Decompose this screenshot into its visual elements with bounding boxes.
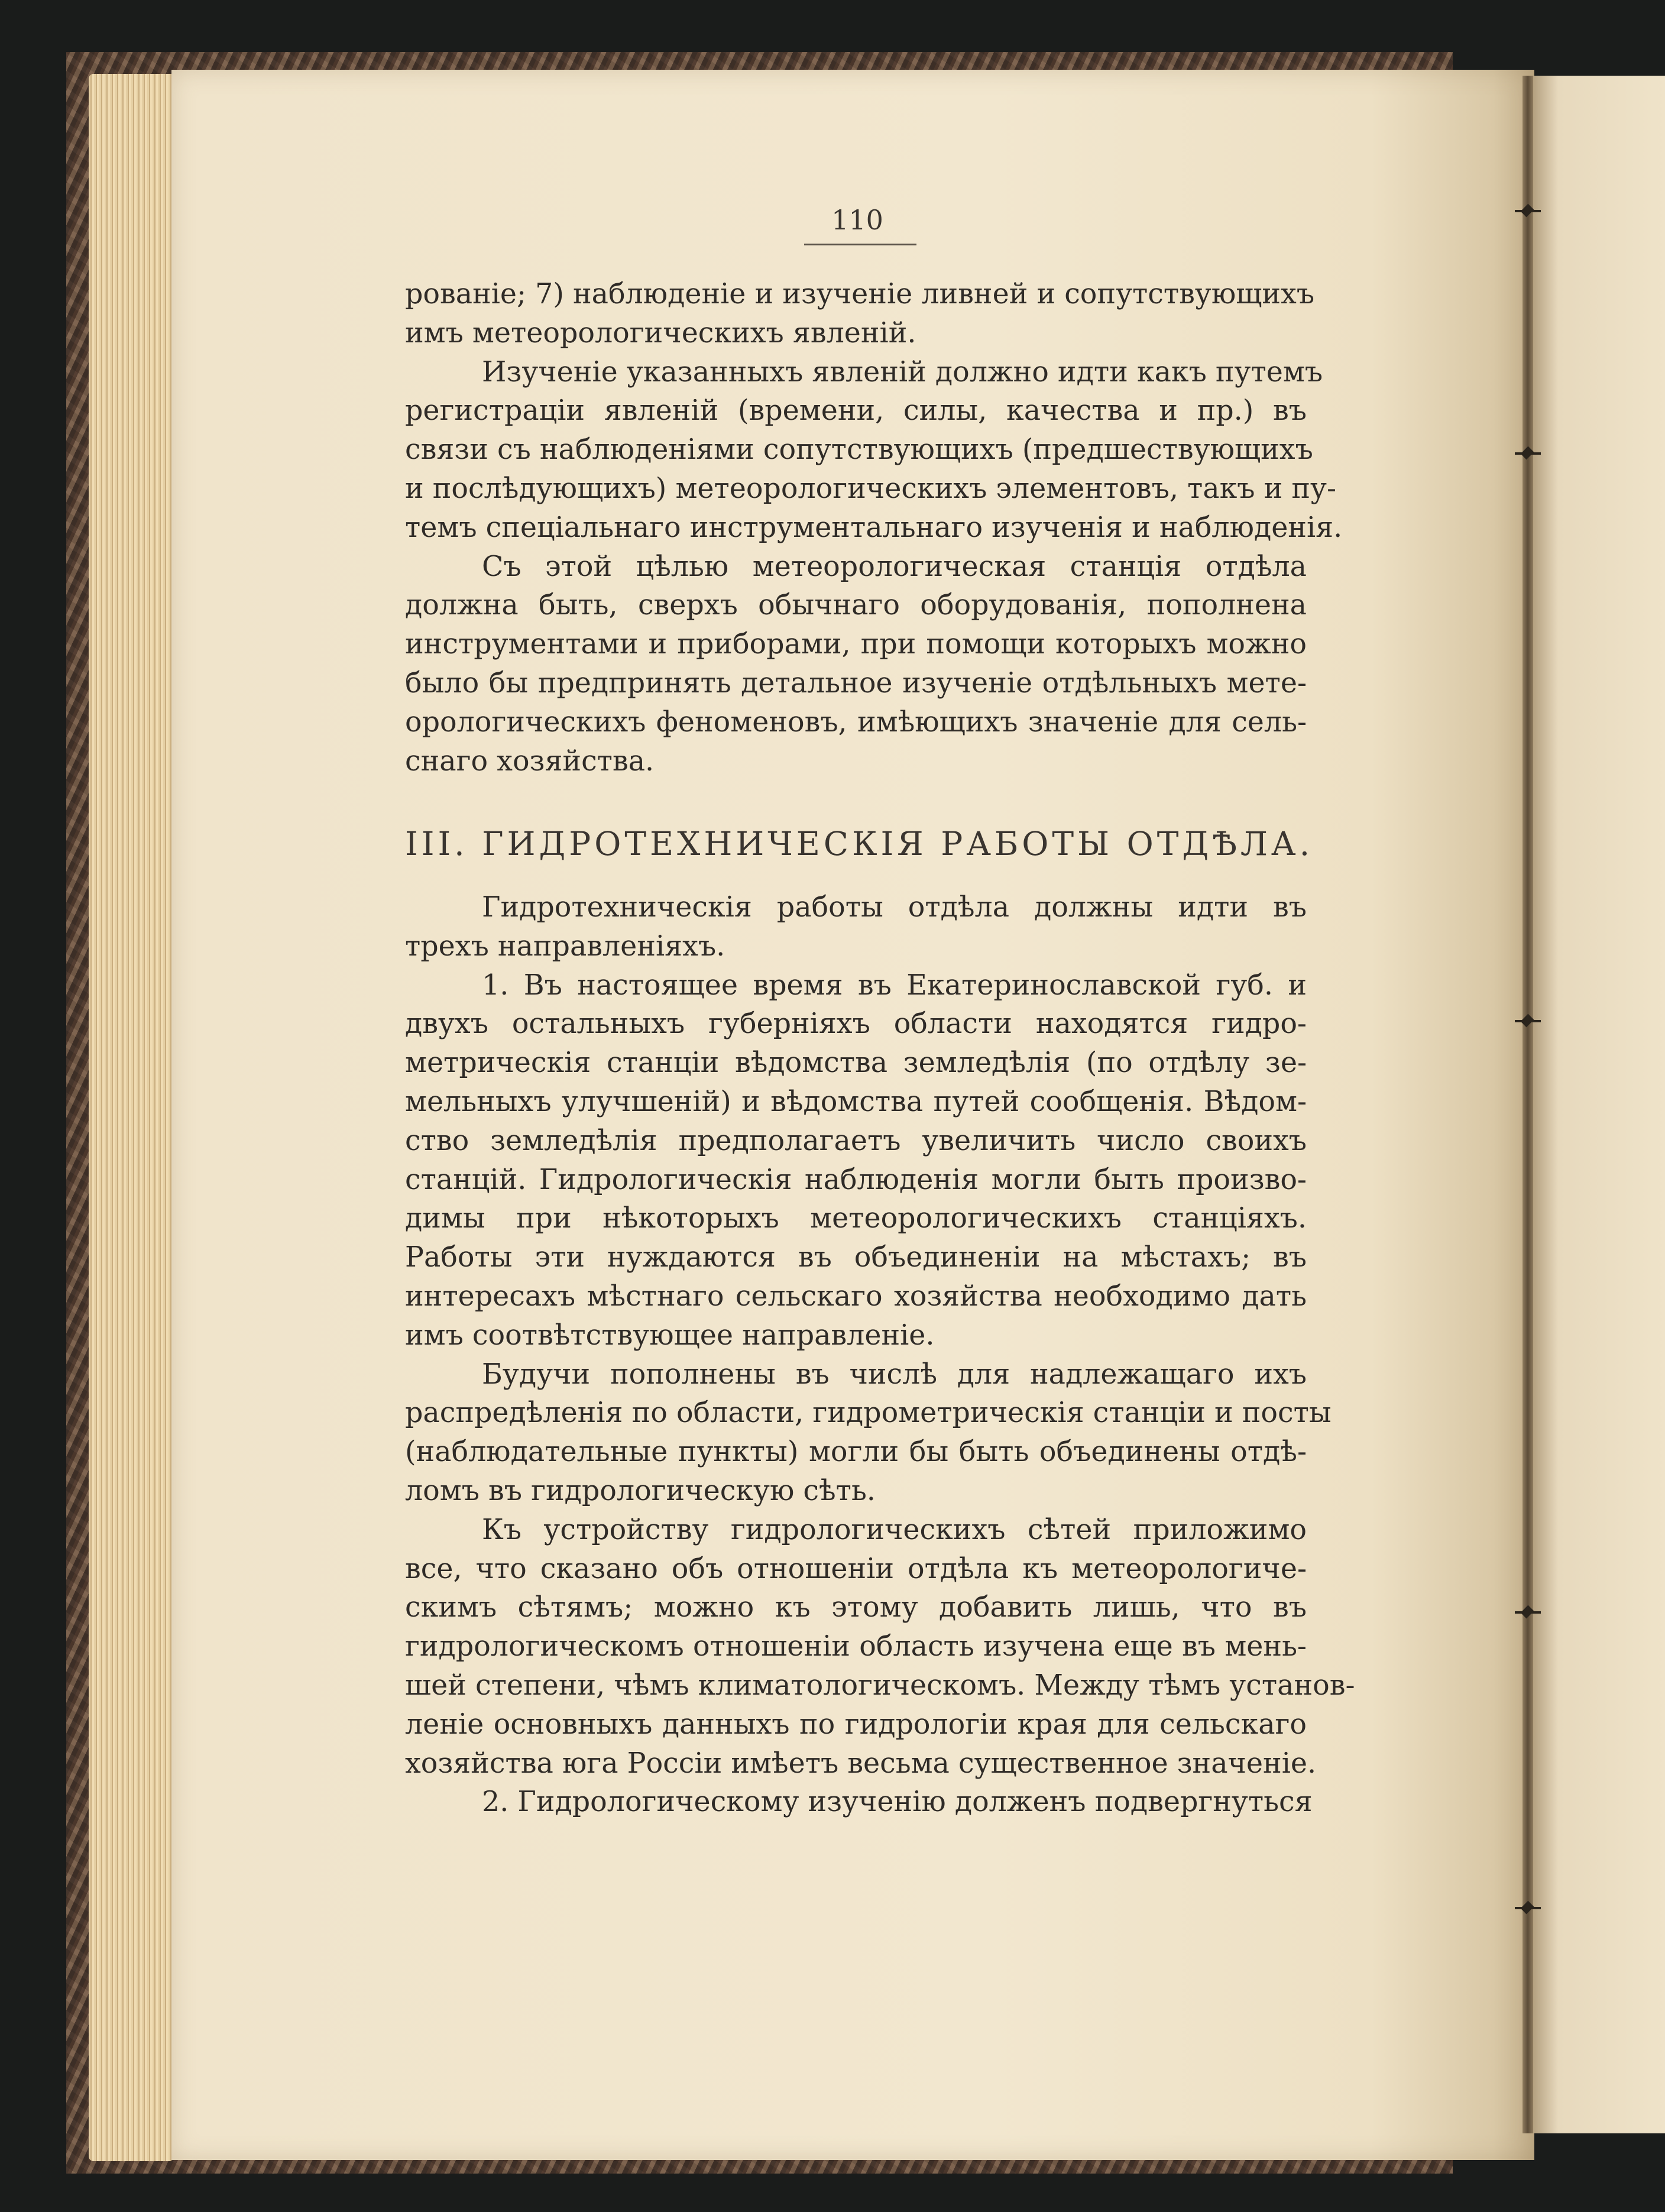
text-line: Гидротехническія работы отдѣла должны идти въ xyxy=(482,891,1307,924)
text-line: ломъ въ гидрологическую сѣть. xyxy=(405,1474,876,1507)
page-edges xyxy=(89,74,171,2161)
text-line: Къ устройству гидрологическихъ сѣтей приложимо xyxy=(482,1513,1307,1546)
text-line: имъ соотвѣтствующее направленіе. xyxy=(405,1319,935,1352)
stitch-icon xyxy=(1515,1020,1541,1022)
text-line: станцій. Гидрологическія наблюденія могли быть произво- xyxy=(405,1163,1307,1196)
binding-seam xyxy=(1523,76,1533,2133)
text-line: ство земледѣлія предполагаетъ увеличить число своихъ xyxy=(405,1124,1307,1157)
text-line: хозяйства юга Россіи имѣетъ весьма существенное значеніе. xyxy=(405,1747,1317,1780)
text-line: распредѣленія по области, гидрометрическія станціи и посты xyxy=(405,1397,1332,1430)
text-line: Работы эти нуждаются въ объединеніи на мѣстахъ; въ xyxy=(405,1241,1307,1274)
text-line: трехъ направленіяхъ. xyxy=(405,930,725,963)
page-number-rule xyxy=(804,244,916,245)
text-line: (наблюдательные пункты) могли бы быть объединены отдѣ- xyxy=(405,1436,1307,1469)
page-number: 110 xyxy=(831,204,883,236)
text-line: темъ спеціальнаго инструментальнаго изученія и наблюденія. xyxy=(405,511,1343,544)
text-line: Изученіе указанныхъ явленій должно идти какъ путемъ xyxy=(482,355,1323,388)
stitch-icon xyxy=(1515,210,1541,212)
text-line: 2. Гидрологическому изученію долженъ подвергнуться xyxy=(482,1786,1313,1819)
text-line: имъ метеорологическихъ явленій. xyxy=(405,316,916,349)
text-line: интересахъ мѣстнаго сельскаго хозяйства необходимо дать xyxy=(405,1280,1307,1313)
stitch-icon xyxy=(1515,1907,1541,1909)
text-line: гидрологическомъ отношеніи область изучена еще въ мень- xyxy=(405,1630,1307,1663)
text-line: должна быть, сверхъ обычнаго оборудованія, пополнена xyxy=(405,589,1307,622)
text-line: инструментами и приборами, при помощи которыхъ можно xyxy=(405,628,1307,661)
text-block-bottom xyxy=(405,888,1355,1822)
text-line: и послѣдующихъ) метеорологическихъ элементовъ, такъ и пу- xyxy=(405,472,1337,505)
text-line: метрическія станціи вѣдомства земледѣлія (по отдѣлу зе- xyxy=(405,1047,1307,1080)
section-heading: III. ГИДРОТЕХНИЧЕСКІЯ РАБОТЫ ОТДѢЛА. xyxy=(405,825,1314,863)
text-line: Будучи пополнены въ числѣ для надлежащаго ихъ xyxy=(482,1358,1307,1391)
text-line: скимъ сѣтямъ; можно къ этому добавить лишь, что въ xyxy=(405,1591,1307,1624)
text-block-top xyxy=(405,275,1343,780)
text-line: леніе основныхъ данныхъ по гидрологіи края для сельскаго xyxy=(405,1708,1307,1741)
text-line: связи съ наблюденіями сопутствующихъ (предшествующихъ xyxy=(405,433,1313,467)
text-line: орологическихъ феноменовъ, имѣющихъ значеніе для сель- xyxy=(405,705,1307,739)
text-line: 1. Въ настоящее время въ Екатеринославской губ. и xyxy=(482,969,1307,1002)
text-line: мельныхъ улучшеній) и вѣдомства путей сообщенія. Вѣдом- xyxy=(405,1085,1307,1118)
stitch-icon xyxy=(1515,1611,1541,1614)
facing-page xyxy=(1531,76,1665,2133)
text-line: снаго хозяйства. xyxy=(405,744,655,778)
text-line: было бы предпринять детальное изученіе отдѣльныхъ мете- xyxy=(405,666,1307,699)
stitch-icon xyxy=(1515,452,1541,455)
text-line: регистраціи явленій (времени, силы, качества и пр.) въ xyxy=(405,394,1307,427)
text-line: Съ этой цѣлью метеорологическая станція отдѣла xyxy=(482,550,1307,583)
text-line: димы при нѣкоторыхъ метеорологическихъ станціяхъ. xyxy=(405,1202,1307,1235)
text-line: шей степени, чѣмъ климатологическомъ. Между тѣмъ установ- xyxy=(405,1669,1355,1702)
text-line: двухъ остальныхъ губерніяхъ области находятся гидро- xyxy=(405,1008,1307,1041)
text-line: все, что сказано объ отношеніи отдѣла къ метеорологиче- xyxy=(405,1552,1307,1585)
text-line: рованіе; 7) наблюденіе и изученіе ливней и сопутствующихъ xyxy=(405,278,1315,310)
